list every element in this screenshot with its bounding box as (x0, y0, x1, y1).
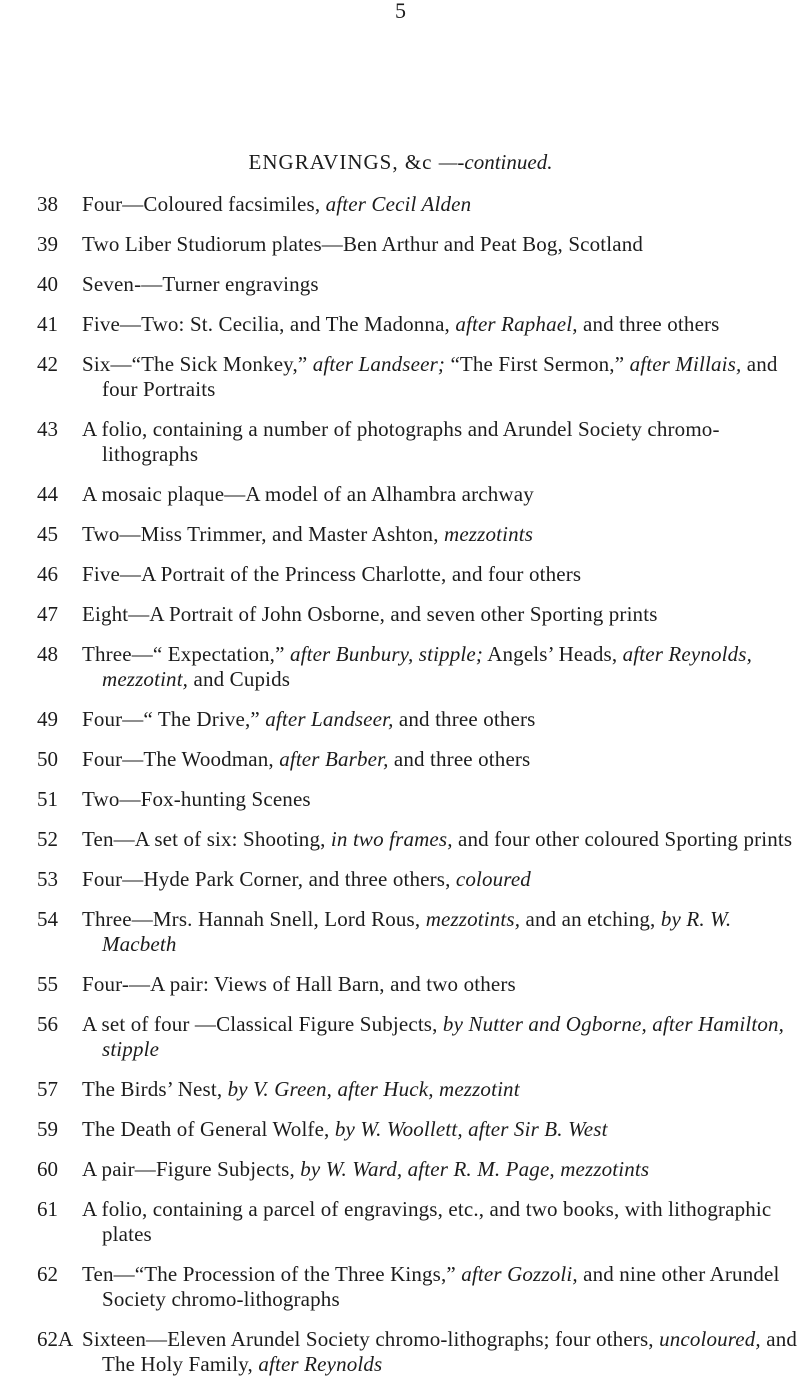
lot-number: 45 (37, 522, 58, 546)
lot-description (82, 482, 797, 507)
lot-entry (37, 972, 797, 997)
lot-description (82, 1012, 797, 1062)
lot-description-text: and Cupids (188, 667, 291, 691)
lot-number: 38 (37, 192, 58, 216)
lot-description (82, 827, 797, 852)
lot-number: 52 (37, 827, 58, 851)
lot-description-text: Ten—A set of six: Shooting, (82, 827, 331, 851)
lot-entry (37, 707, 797, 732)
lot-description-text: Two Liber Studiorum plates—Ben Arthur and Peat Bog, Scotland (82, 232, 644, 256)
lot-description-italic: after Reynolds (258, 1352, 383, 1376)
lot-description-text: and four other coloured Sporting prints (452, 827, 793, 851)
lot-number: 54 (37, 907, 58, 931)
lot-description (82, 352, 797, 402)
lot-description (82, 522, 797, 547)
lot-description-text: The Birds’ Nest, (82, 1077, 228, 1101)
lot-description-text: and three others (388, 747, 531, 771)
lot-description-text: Four—Hyde Park Corner, and three others, (82, 867, 456, 891)
lot-description (82, 562, 797, 587)
lot-description (82, 417, 797, 467)
lot-description (82, 1157, 797, 1182)
lot-description-italic: after Bunbury, stipple; (289, 642, 483, 666)
heading-title: ENGRAVINGS, &c (248, 150, 433, 174)
lot-description-text: and nine other Arundel Society chromo-lithographs (102, 1262, 780, 1311)
lot-description-italic: after Cecil Alden (325, 192, 472, 216)
lot-entry (37, 747, 797, 772)
lot-description-italic: by Nutter and Ogborne, after Hamilton, stipple (102, 1012, 785, 1061)
lot-entry (37, 417, 797, 467)
lot-description (82, 1327, 797, 1377)
lot-description (82, 787, 797, 812)
lot-number: 50 (37, 747, 58, 771)
lot-entry (37, 562, 797, 587)
lot-number: 62 (37, 1262, 58, 1286)
lot-description-text: Angels’ Heads, (482, 642, 623, 666)
lot-description (82, 272, 797, 297)
lot-description (82, 1197, 797, 1247)
lot-entry (37, 1077, 797, 1102)
lot-description-text: A folio, containing a number of photographs and Arundel Society chromo-lithographs (82, 417, 720, 466)
lot-number: 48 (37, 642, 58, 666)
lot-description (82, 192, 797, 217)
lot-entry (37, 312, 797, 337)
heading-continued: —-continued. (438, 150, 553, 174)
lot-number: 44 (37, 482, 58, 506)
lot-description-text: The Death of General Wolfe, (82, 1117, 335, 1141)
lot-entry (37, 1327, 797, 1377)
lot-entry (37, 787, 797, 812)
lot-entry (37, 1262, 797, 1312)
lot-entry (37, 1012, 797, 1062)
lot-description-text: Three—“ Expectation,” (82, 642, 290, 666)
lot-description (82, 747, 797, 772)
lot-number: 41 (37, 312, 58, 336)
lot-number: 62A (37, 1327, 74, 1351)
lot-entry (37, 602, 797, 627)
lot-number: 55 (37, 972, 58, 996)
lot-description-text: and an etching, (520, 907, 661, 931)
lot-number: 60 (37, 1157, 58, 1181)
lot-number: 61 (37, 1197, 58, 1221)
lot-description (82, 312, 797, 337)
lot-list (37, 192, 797, 1392)
lot-description-italic: after Landseer, (265, 707, 394, 731)
lot-number: 56 (37, 1012, 58, 1036)
lot-number: 59 (37, 1117, 58, 1141)
page-number: 5 (395, 0, 406, 23)
lot-description-text: Six—“The Sick Monkey,” (82, 352, 313, 376)
lot-description-text: Seven-—Turner engravings (82, 272, 319, 296)
lot-entry (37, 272, 797, 297)
lot-description-text: A set of four —Classical Figure Subjects, (82, 1012, 443, 1036)
lot-description-italic: by R. W. Macbeth (102, 907, 732, 956)
lot-description-text: Eight—A Portrait of John Osborne, and seven other Sporting prints (82, 602, 658, 626)
lot-description-italic: coloured (455, 867, 531, 891)
lot-description-italic: by V. Green, after Huck, mezzotint (227, 1077, 520, 1101)
lot-description-italic: mezzotints (444, 522, 534, 546)
lot-description (82, 1077, 797, 1102)
lot-description-text: Four—“ The Drive,” (82, 707, 266, 731)
lot-description-italic: after Reynolds, mezzotint, (102, 642, 753, 691)
lot-description-italic: by W. Woollett, after Sir B. West (334, 1117, 608, 1141)
lot-entry (37, 827, 797, 852)
lot-description-text: Two—Fox-hunting Scenes (82, 787, 311, 811)
lot-description (82, 867, 797, 892)
lot-entry (37, 1117, 797, 1142)
lot-description-italic: after Barber, (279, 747, 389, 771)
lot-description-text: “The First Sermon,” (445, 352, 630, 376)
lot-description (82, 232, 797, 257)
lot-number: 51 (37, 787, 58, 811)
lot-entry (37, 232, 797, 257)
lot-description (82, 1117, 797, 1142)
lot-description-italic: uncoloured, (659, 1327, 761, 1351)
lot-entry (37, 907, 797, 957)
lot-number: 46 (37, 562, 58, 586)
lot-number: 39 (37, 232, 58, 256)
page-heading (0, 150, 801, 175)
lot-description-text: Five—A Portrait of the Princess Charlotte, and four others (82, 562, 582, 586)
lot-number: 42 (37, 352, 58, 376)
lot-number: 40 (37, 272, 58, 296)
lot-number: 47 (37, 602, 58, 626)
lot-description-text: Four—The Woodman, (82, 747, 280, 771)
lot-description (82, 907, 797, 957)
lot-description-italic: after Landseer; (312, 352, 446, 376)
lot-description-italic: mezzotints, (425, 907, 521, 931)
lot-entry (37, 1157, 797, 1182)
lot-description-text: A folio, containing a parcel of engravings, etc., and two books, with lithographic plates (82, 1197, 772, 1246)
lot-description-text: and three others (577, 312, 720, 336)
lot-number: 53 (37, 867, 58, 891)
lot-description-text: and three others (393, 707, 536, 731)
lot-description-italic: by W. Ward, after R. M. Page, mezzotints (300, 1157, 650, 1181)
lot-entry (37, 352, 797, 402)
lot-description-text: Three—Mrs. Hannah Snell, Lord Rous, (82, 907, 426, 931)
lot-entry (37, 1197, 797, 1247)
lot-description-text: and four Portraits (102, 352, 778, 401)
lot-entry (37, 482, 797, 507)
lot-description-text: and The Holy Family, (102, 1327, 798, 1376)
lot-number: 43 (37, 417, 58, 441)
lot-description (82, 642, 797, 692)
lot-description (82, 707, 797, 732)
lot-description (82, 602, 797, 627)
lot-description-italic: after Gozzoli, (461, 1262, 578, 1286)
lot-description-text: A pair—Figure Subjects, (82, 1157, 301, 1181)
lot-description-italic: after Millais, (629, 352, 742, 376)
lot-entry (37, 642, 797, 692)
lot-description (82, 972, 797, 997)
lot-description-text: Five—Two: St. Cecilia, and The Madonna, (82, 312, 456, 336)
lot-description-italic: after Raphael, (455, 312, 578, 336)
lot-description-italic: in two frames, (330, 827, 453, 851)
lot-entry (37, 867, 797, 892)
lot-description (82, 1262, 797, 1312)
lot-description-text: Sixteen—Eleven Arundel Society chromo-lithographs; four others, (82, 1327, 660, 1351)
lot-number: 57 (37, 1077, 58, 1101)
lot-description-text: Four-—A pair: Views of Hall Barn, and two others (82, 972, 516, 996)
lot-entry (37, 192, 797, 217)
lot-entry (37, 522, 797, 547)
lot-number: 49 (37, 707, 58, 731)
lot-description-text: A mosaic plaque—A model of an Alhambra archway (82, 482, 534, 506)
lot-description-text: Four—Coloured facsimiles, (82, 192, 326, 216)
lot-description-text: Ten—“The Procession of the Three Kings,” (82, 1262, 462, 1286)
lot-description-text: Two—Miss Trimmer, and Master Ashton, (82, 522, 445, 546)
